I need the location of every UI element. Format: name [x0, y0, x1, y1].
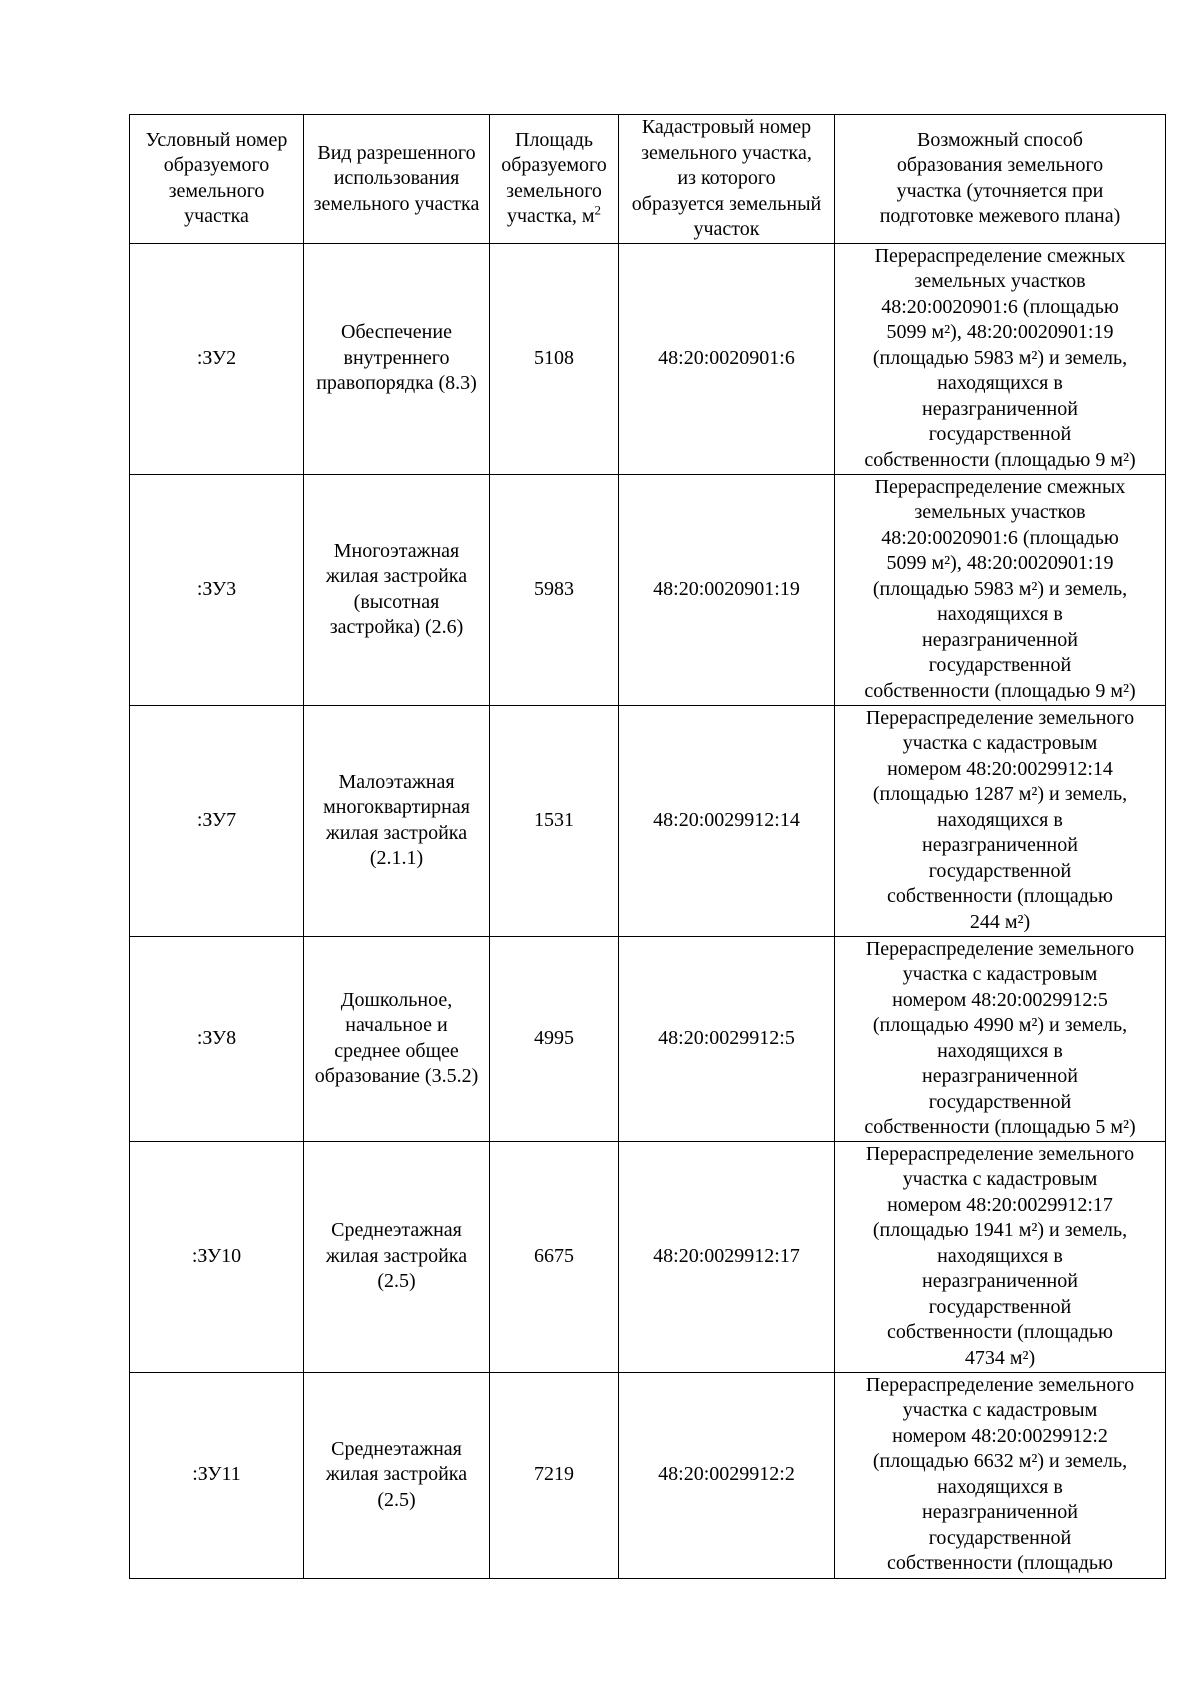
- cell-cadastral-number: 48:20:0029912:17: [619, 1141, 835, 1372]
- cell-plot-number: :ЗУ11: [130, 1372, 304, 1578]
- table-row: [130, 243, 1166, 474]
- cell-formation-method: Перераспределение смежных земельных участков 48:20:0020901:6 (площадью 5099 м²), 48:20:0020901:19 (площадью 5983 м²) и земель, находящихся в неразграниченной государственной собственности (площадью 9 м²): [835, 474, 1166, 705]
- cell-area: 5108: [490, 243, 619, 474]
- cell-plot-number: :ЗУ3: [130, 474, 304, 705]
- cell-permitted-use: Среднеэтажная жилая застройка (2.5): [304, 1372, 490, 1578]
- cell-cadastral-number: 48:20:0029912:2: [619, 1372, 835, 1578]
- cell-permitted-use: Дошкольное, начальное и среднее общее образование (3.5.2): [304, 936, 490, 1141]
- header-plot-number: Условный номер образуемого земельного участка: [130, 115, 304, 244]
- header-area: [490, 115, 619, 244]
- cell-cadastral-number: 48:20:0029912:14: [619, 705, 835, 936]
- land-plots-table: [129, 114, 1166, 1579]
- cell-permitted-use: Малоэтажная многоквартирная жилая застройка (2.1.1): [304, 705, 490, 936]
- cell-area: 5983: [490, 474, 619, 705]
- cell-area: 6675: [490, 1141, 619, 1372]
- table-row: [130, 1372, 1166, 1578]
- cell-cadastral-number: 48:20:0020901:6: [619, 243, 835, 474]
- cell-formation-method: Перераспределение смежных земельных участков 48:20:0020901:6 (площадью 5099 м²), 48:20:0020901:19 (площадью 5983 м²) и земель, находящихся в неразграниченной государственной собственности (площадью 9 м²): [835, 243, 1166, 474]
- cell-formation-method: Перераспределение земельного участка с кадастровым номером 48:20:0029912:14 (площадью 1287 м²) и земель, находящихся в неразграниченной государственной собственности (площадью 244 м²): [835, 705, 1166, 936]
- cell-cadastral-number: 48:20:0020901:19: [619, 474, 835, 705]
- cell-permitted-use: Многоэтажная жилая застройка (высотная застройка) (2.6): [304, 474, 490, 705]
- cell-formation-method: Перераспределение земельного участка с кадастровым номером 48:20:0029912:2 (площадью 6632 м²) и земель, находящихся в неразграниченной государственной собственности (площадью: [835, 1372, 1166, 1578]
- cell-permitted-use: Среднеэтажная жилая застройка (2.5): [304, 1141, 490, 1372]
- table-row: [130, 474, 1166, 705]
- cell-plot-number: :ЗУ7: [130, 705, 304, 936]
- header-formation-method: Возможный способ образования земельного участка (уточняется при подготовке межевого плана): [835, 115, 1166, 244]
- cell-permitted-use: Обеспечение внутреннего правопорядка (8.3): [304, 243, 490, 474]
- header-cadastral-number: Кадастровый номер земельного участка, из которого образуется земельный участок: [619, 115, 835, 244]
- cell-formation-method: Перераспределение земельного участка с кадастровым номером 48:20:0029912:17 (площадью 1941 м²) и земель, находящихся в неразграниченной государственной собственности (площадью 4734 м²): [835, 1141, 1166, 1372]
- header-area-superscript: 2: [594, 202, 601, 218]
- cell-plot-number: :ЗУ8: [130, 936, 304, 1141]
- cell-plot-number: :ЗУ2: [130, 243, 304, 474]
- cell-area: 1531: [490, 705, 619, 936]
- cell-area: 7219: [490, 1372, 619, 1578]
- header-permitted-use: Вид разрешенного использования земельного участка: [304, 115, 490, 244]
- cell-area: 4995: [490, 936, 619, 1141]
- cell-plot-number: :ЗУ10: [130, 1141, 304, 1372]
- header-area-text: Площадь образуемого земельного участка, м: [501, 128, 607, 228]
- table-header-row: [130, 115, 1166, 244]
- table-row: [130, 705, 1166, 936]
- cell-formation-method: Перераспределение земельного участка с кадастровым номером 48:20:0029912:5 (площадью 4990 м²) и земель, находящихся в неразграниченной государственной собственности (площадью 5 м²): [835, 936, 1166, 1141]
- table-row: [130, 936, 1166, 1141]
- cell-cadastral-number: 48:20:0029912:5: [619, 936, 835, 1141]
- table-row: [130, 1141, 1166, 1372]
